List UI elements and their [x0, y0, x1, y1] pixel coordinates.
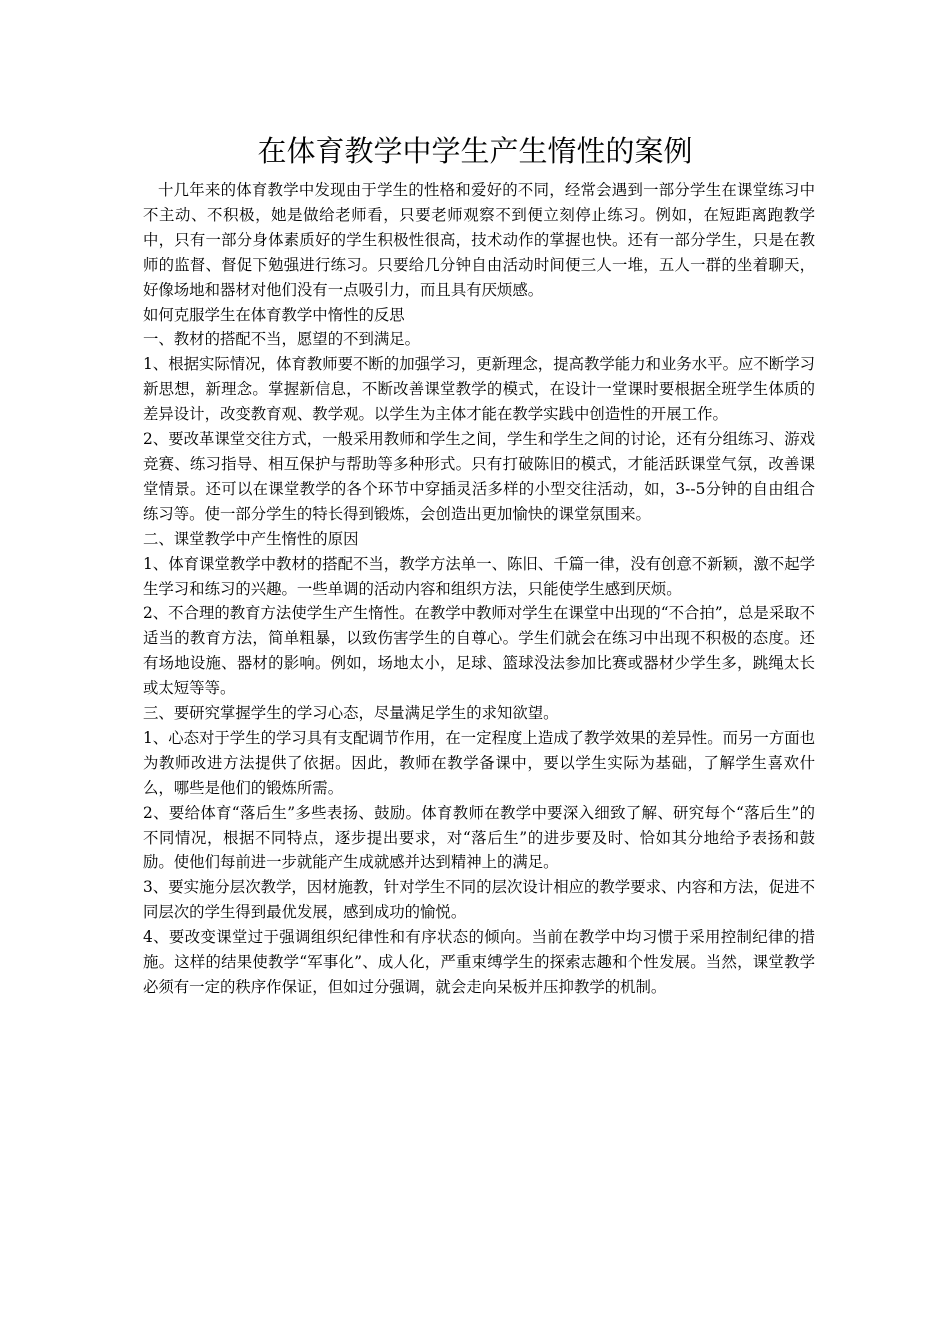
section-heading-3: 三、要研究掌握学生的学习心态，尽量满足学生的求知欲望。 [143, 704, 559, 723]
section-1-item-1: 1、根据实际情况，体育教师要不断的加强学习，更新理念，提高教学能力和业务水平。应不断学习新思想，新理念。掌握新信息，不断改善课堂教学的模式，在设计一堂课时要根据全班学生体质的差异设计，改变教育观、教学观。以学生为主体才能在教学实践中创造性的开展工作。 [143, 355, 815, 424]
section-2-item-2: 2、不合理的教育方法使学生产生惰性。在教学中教师对学生在课堂中出现的“不合拍”，总是采取不适当的教育方法，简单粗暴，以致伤害学生的自尊心。学生们就会在练习中出现不积极的态度。还有场地设施、器材的影响。例如，场地太小，足球、篮球没法参加比赛或器材少学生多，跳绳太长或太短等等。 [143, 604, 815, 698]
reflection-heading: 如何克服学生在体育教学中惰性的反思 [143, 305, 405, 324]
section-heading-2: 二、课堂教学中产生惰性的原因 [143, 529, 359, 548]
section-3-item-1: 1、心态对于学生的学习具有支配调节作用，在一定程度上造成了教学效果的差异性。而另一方面也为教师改进方法提供了依据。因此，教师在教学备课中，要以学生实际为基础，了解学生喜欢什么，哪些是他们的锻炼所需。 [143, 728, 815, 797]
section-3-item-2: 2、要给体育“落后生”多些表扬、鼓励。体育教师在教学中要深入细致了解、研究每个“落后生”的不同情况，根据不同特点，逐步提出要求，对“落后生”的进步要及时、恰如其分地给予表扬和鼓励。使他们每前进一步就能产生成就感并达到精神上的满足。 [143, 803, 815, 872]
document-title: 在体育教学中学生产生惰性的案例 [257, 134, 693, 168]
section-3-item-3: 3、要实施分层次教学，因材施教，针对学生不同的层次设计相应的教学要求、内容和方法，促进不同层次的学生得到最优发展，感到成功的愉悦。 [143, 878, 815, 922]
section-3-item-4: 4、要改变课堂过于强调组织纪律性和有序状态的倾向。当前在教学中均习惯于采用控制纪律的措施。这样的结果使教学“军事化”、成人化，严重束缚学生的探索志趣和个性发展。当然，课堂教学必须有一定的秩序作保证，但如过分强调，就会走向呆板并压抑教学的机制。 [143, 928, 815, 996]
document-body [143, 178, 815, 1000]
section-2-item-1: 1、体育课堂教学中教材的搭配不当，教学方法单一、陈旧、千篇一律，没有创意不新颖，激不起学生学习和练习的兴趣。一些单调的活动内容和组织方法，只能使学生感到厌烦。 [143, 554, 815, 598]
section-1-item-2: 2、要改革课堂交往方式，一般采用教师和学生之间，学生和学生之间的讨论，还有分组练习、游戏竞赛、练习指导、相互保护与帮助等多种形式。只有打破陈旧的模式，才能活跃课堂气氛，改善课堂情景。还可以在课堂教学的各个环节中穿插灵活多样的小型交往活动，如，3--5分钟的自由组合练习等。使一部分学生的特长得到锻炼，会创造出更加愉快的课堂氛围来。 [143, 430, 815, 523]
intro-paragraph: 十几年来的体育教学中发现由于学生的性格和爱好的不同，经常会遇到一部分学生在课堂练习中不主动、不积极，她是做给老师看，只要老师观察不到便立刻停止练习。例如，在短距离跑教学中，只有一部分身体素质好的学生积极性很高，技术动作的掌握也快。还有一部分学生，只是在教师的监督、督促下勉强进行练习。只要给几分钟自由活动时间便三人一堆，五人一群的坐着聊天，好像场地和器材对他们没有一点吸引力，而且具有厌烦感。 [143, 181, 815, 299]
section-heading-1: 一、教材的搭配不当，愿望的不到满足。 [143, 330, 421, 349]
